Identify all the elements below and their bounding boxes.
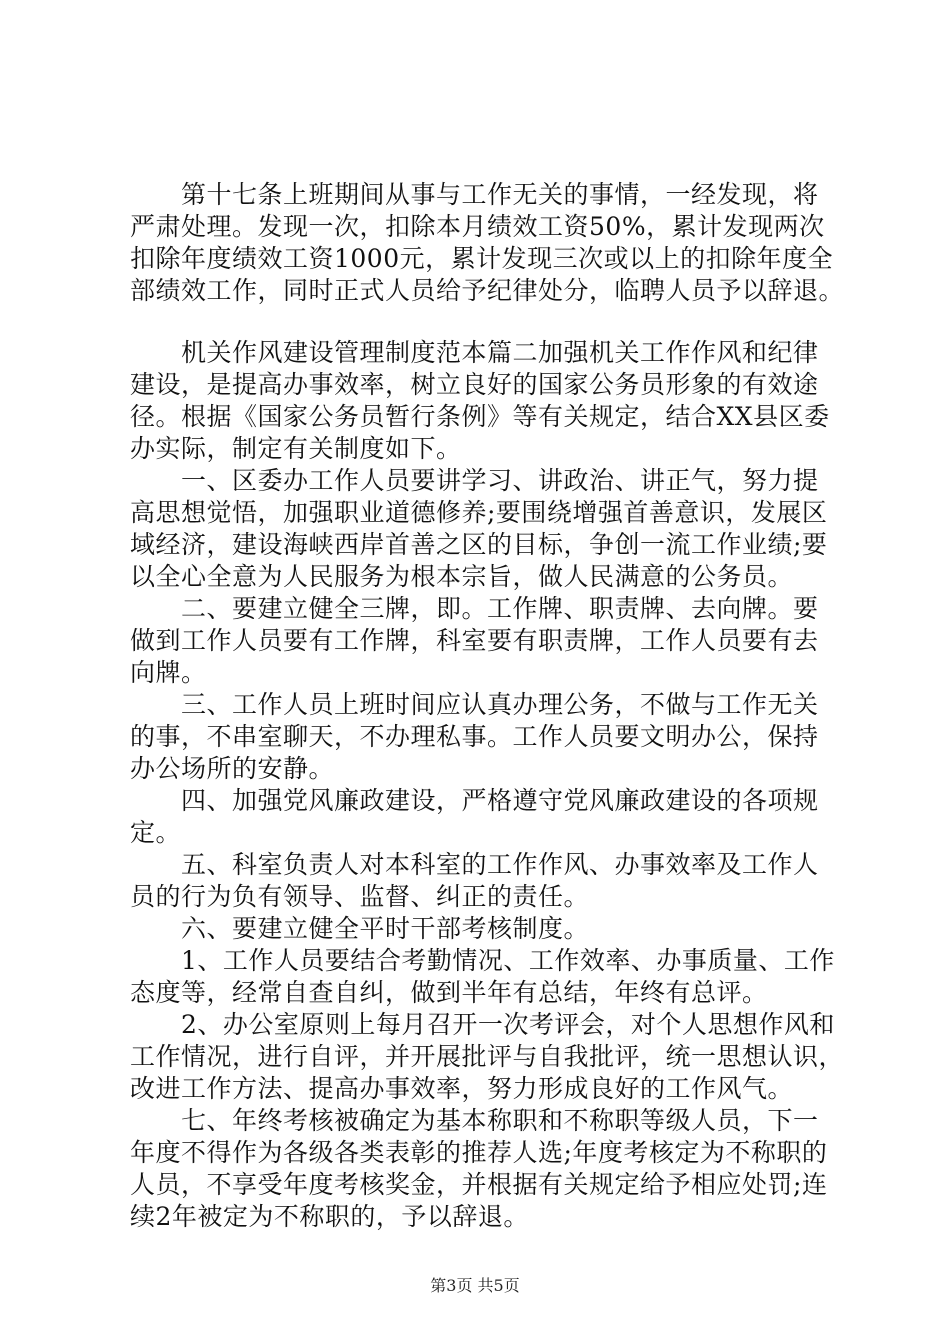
text-line: 态度等，经常自查自纠，做到半年有总结，年终有总评。 xyxy=(130,978,768,1007)
text-line: 五、科室负责人对本科室的工作作风、办事效率及工作人 xyxy=(130,850,819,879)
text-line: 员的行为负有领导、监督、纠正的责任。 xyxy=(130,882,590,911)
page-footer: 第3页 共5页 xyxy=(430,1276,520,1295)
text-line: 扣除年度绩效工资1000元，累计发现三次或以上的扣除年度全 xyxy=(130,244,834,273)
text-line: 1、工作人员要结合考勤情况、工作效率、办事质量、工作 xyxy=(130,946,835,975)
text-line: 2、办公室原则上每月召开一次考评会，对个人思想作风和 xyxy=(130,1010,835,1039)
text-line: 高思想觉悟，加强职业道德修养;要围绕增强首善意识，发展区 xyxy=(130,498,828,527)
text-line: 四、加强党风廉政建设，严格遵守党风廉政建设的各项规 xyxy=(130,786,819,815)
text-line: 年度不得作为各级各类表彰的推荐人选;年度考核定为不称职的 xyxy=(130,1138,828,1167)
text-line: 续2年被定为不称职的，予以辞退。 xyxy=(130,1202,529,1231)
text-line: 办实际，制定有关制度如下。 xyxy=(130,434,462,463)
text-line: 办公场所的安静。 xyxy=(130,754,335,783)
text-line: 建设，是提高办事效率，树立良好的国家公务员形象的有效途 xyxy=(130,370,819,399)
text-line: 定。 xyxy=(130,818,182,847)
text-line: 做到工作人员要有工作牌，科室要有职责牌，工作人员要有去 xyxy=(130,626,819,655)
text-line: 一、区委办工作人员要讲学习、讲政治、讲正气，努力提 xyxy=(130,466,819,495)
text-line: 部绩效工作，同时正式人员给予纪律处分，临聘人员予以辞退。 xyxy=(130,276,845,305)
text-line: 机关作风建设管理制度范本篇二加强机关工作作风和纪律 xyxy=(130,338,819,367)
text-line: 改进工作方法、提高办事效率，努力形成良好的工作风气。 xyxy=(130,1074,794,1103)
text-line: 严肃处理。发现一次，扣除本月绩效工资50%，累计发现两次 xyxy=(130,212,825,241)
text-line: 二、要建立健全三牌，即。工作牌、职责牌、去向牌。要 xyxy=(130,594,819,623)
text-line: 的事，不串室聊天，不办理私事。工作人员要文明办公，保持 xyxy=(130,722,819,751)
text-line: 七、年终考核被确定为基本称职和不称职等级人员，下一 xyxy=(130,1106,819,1135)
text-line: 人员，不享受年度考核奖金，并根据有关规定给予相应处罚;连 xyxy=(130,1170,828,1199)
text-line: 工作情况，进行自评，并开展批评与自我批评，统一思想认识， xyxy=(130,1042,845,1071)
text-line: 六、要建立健全平时干部考核制度。 xyxy=(130,914,590,943)
text-line: 向牌。 xyxy=(130,658,207,687)
text-line: 径。根据《国家公务员暂行条例》等有关规定，结合XX县区委 xyxy=(130,402,830,431)
text-line: 域经济，建设海峡西岸首善之区的目标，争创一流工作业绩;要 xyxy=(130,530,828,559)
text-line: 以全心全意为人民服务为根本宗旨，做人民满意的公务员。 xyxy=(130,562,794,591)
text-line: 三、工作人员上班时间应认真办理公务，不做与工作无关 xyxy=(130,690,819,719)
text-line: 第十七条上班期间从事与工作无关的事情，一经发现，将 xyxy=(130,180,819,209)
